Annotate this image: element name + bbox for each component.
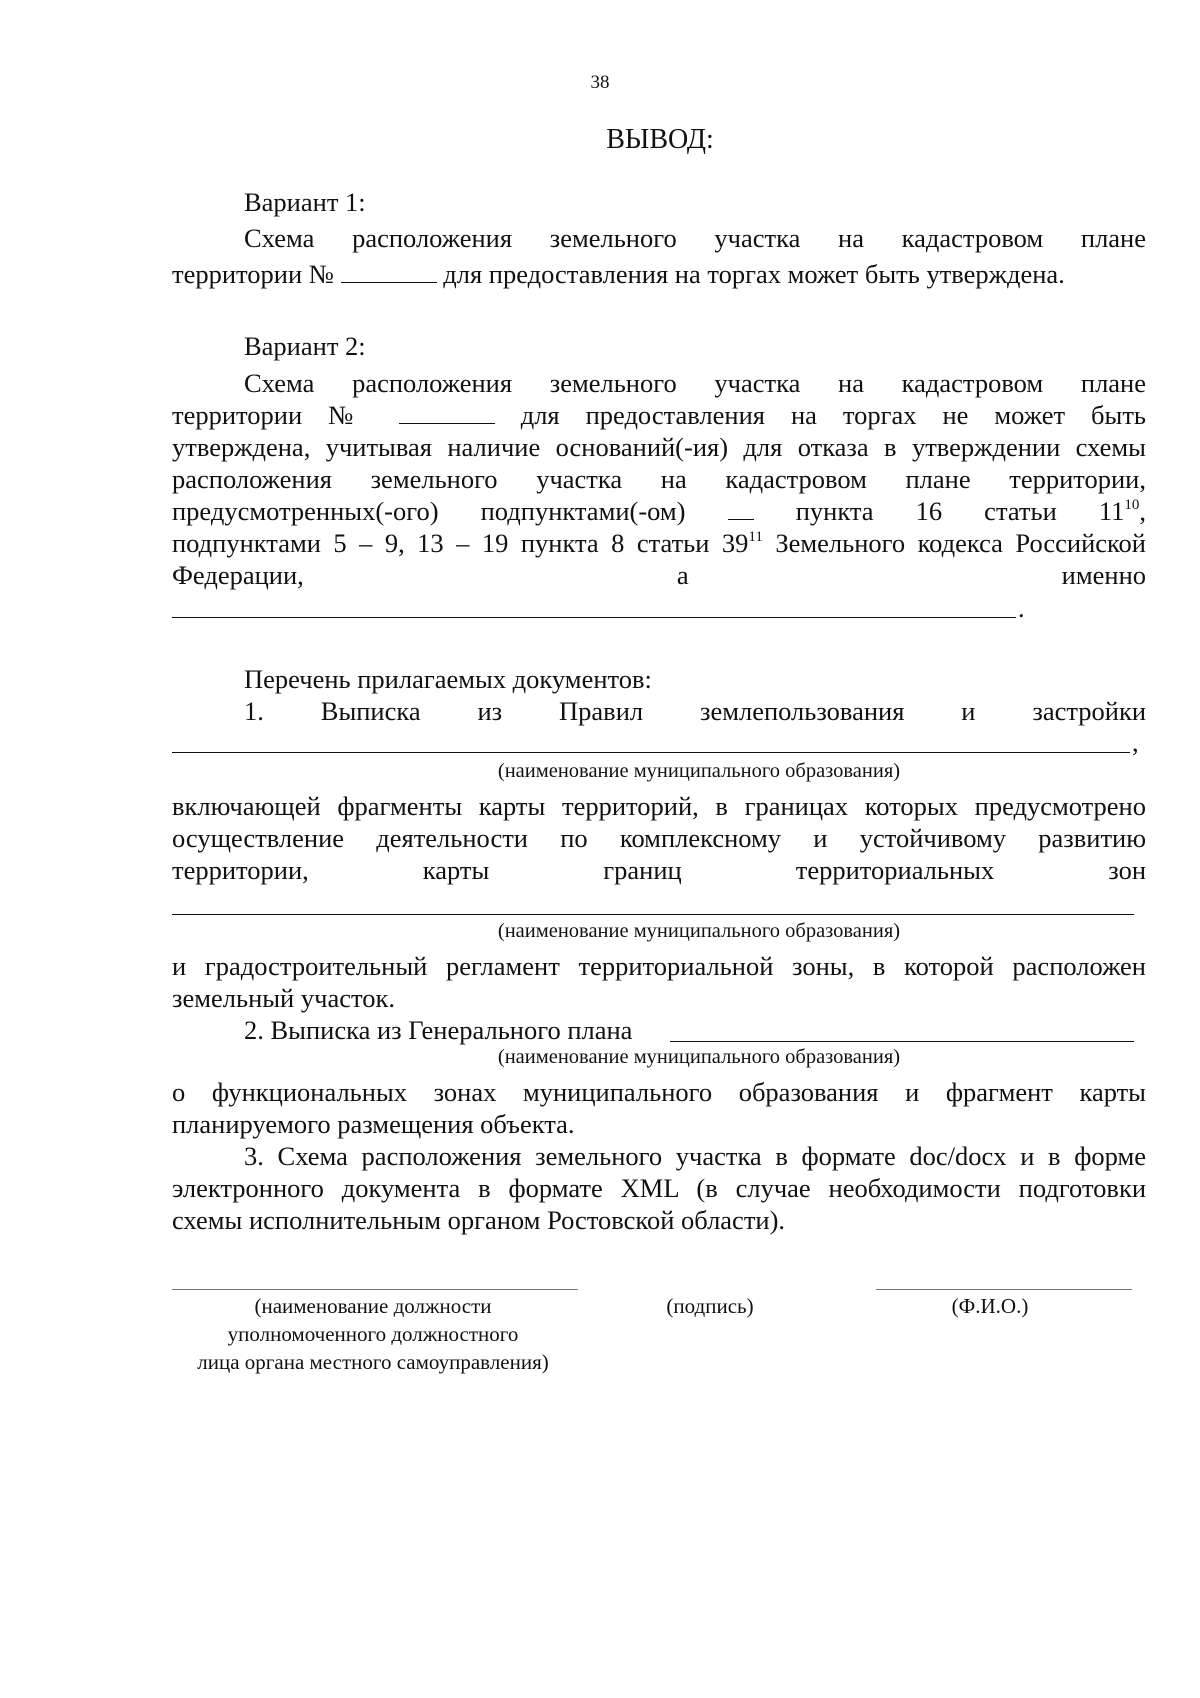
- general-plan-blank-line: [670, 1041, 1134, 1042]
- docs-heading: Перечень прилагаемых документов:: [244, 664, 652, 694]
- fio-caption: (Ф.И.О.): [951, 1294, 1029, 1318]
- variant2-line7: [172, 559, 1146, 591]
- variant2-line6: подпунктами 5 – 9, 13 – 19 пункта 8 статьи $39^{11}$ Земельного кодекса Российской: [172, 528, 1146, 558]
- variant2-line2: [172, 399, 1146, 431]
- docs-item2-line3: о функциональных зонах муниципального образования и фрагмент карты: [172, 1077, 1146, 1107]
- municipality-caption-2: (наименование муниципального образования): [497, 920, 901, 942]
- variant2-line5-start: предусмотренных(-ого) подпунктами(-ом): [172, 496, 686, 526]
- fio-signature-line: [876, 1289, 1132, 1290]
- docs-item1-line5: территории, карты границ территориальных зон: [172, 855, 1147, 885]
- position-signature-line: [172, 1289, 578, 1290]
- variant2-line1: Схема расположения земельного участка на кадастровом плане: [244, 368, 1146, 398]
- sign-caption: (подпись): [666, 1294, 754, 1318]
- territory-number-blank: [341, 260, 437, 283]
- footnote-11: 11: [748, 529, 763, 545]
- municipality-caption-3: (наименование муниципального образования): [497, 1046, 901, 1068]
- variant2-line7-start: Федерации,: [172, 560, 304, 590]
- docs-item1-line4: осуществление деятельности по комплексному и устойчивому развитию: [172, 823, 1146, 853]
- variant1-line2-start: территории №: [172, 259, 335, 289]
- docs-item1-line1: 1. Выписка из Правил землепользования и застройки: [244, 696, 1146, 726]
- docs-item1-comma: ,: [1132, 727, 1139, 757]
- variant1-heading: Вариант 1:: [244, 187, 366, 217]
- variant2-line5: [172, 495, 1146, 527]
- docs-item3-line3: схемы исполнительным органом Ростовской области).: [172, 1205, 786, 1235]
- reason-blank-line: [172, 617, 1016, 618]
- variant1-line2: [172, 258, 1146, 290]
- variant2-line3: утверждена, учитывая наличие оснований(-ия) для отказа в утверждении схемы: [172, 432, 1146, 462]
- docs-item2-line1: 2. Выписка из Генерального плана: [244, 1015, 633, 1045]
- docs-item3-line2: электронного документа в формате XML (в случае необходимости подготовки: [172, 1173, 1146, 1203]
- docs-item1-line3: включающей фрагменты карты территорий, в границах которых предусмотрено: [172, 791, 1146, 821]
- variant1-line2-end: для предоставления на торгах может быть утверждена.: [443, 259, 1065, 289]
- variant2-heading: Вариант 2:: [244, 331, 366, 361]
- reason-period: .: [1018, 593, 1025, 623]
- variant2-line2-start: территории №: [172, 400, 373, 430]
- variant2-line7-end: а именно: [676, 560, 1146, 590]
- docs-item2-line4: планируемого размещения объекта.: [172, 1109, 575, 1139]
- variant2-line4: расположения земельного участка на кадастровом плане территории,: [172, 464, 1146, 494]
- docs-item3-line1: 3. Схема расположения земельного участка в формате doc/docx и в форме: [244, 1141, 1146, 1171]
- page-number: 38: [590, 72, 610, 93]
- variant2-line2-end: для предоставления на торгах не может быть: [520, 400, 1146, 430]
- docs-item1-line7: и градостроительный регламент территориальной зоны, в которой расположен: [172, 951, 1146, 981]
- page-title: ВЫВОД:: [606, 124, 714, 155]
- municipality-caption-1: (наименование муниципального образования): [497, 760, 901, 782]
- position-caption: (наименование должности уполномоченного должностного лица органа местного самоуправления): [197, 1294, 549, 1374]
- subpoint-blank: [728, 497, 754, 520]
- municipality-blank-line-1: [172, 752, 1130, 753]
- variant2-line5-article: пункта 16 статьи $11^{10}$,: [795, 496, 1146, 526]
- docs-item1-line8: земельный участок.: [172, 983, 395, 1013]
- territory-number-blank: [399, 401, 495, 424]
- municipality-blank-line-2: [172, 914, 1134, 915]
- variant1-line1: Схема расположения земельного участка на кадастровом плане: [244, 223, 1146, 253]
- footnote-10: 10: [1124, 497, 1140, 513]
